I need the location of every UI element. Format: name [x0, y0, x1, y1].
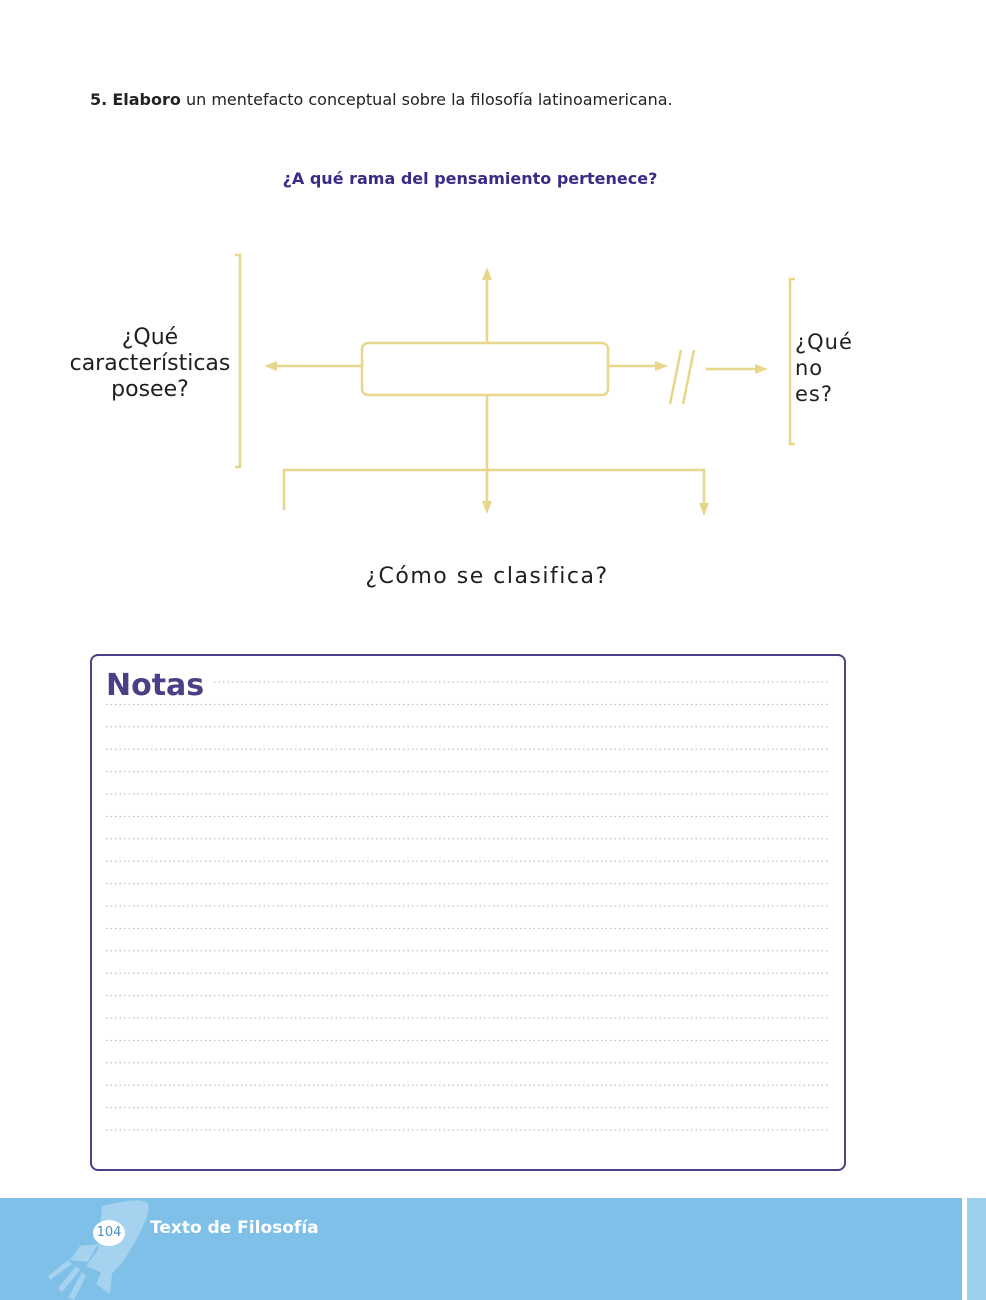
right-question-line-1: ¿Qué: [795, 330, 853, 354]
top-question: ¿A qué rama del pensamiento pertenece?: [282, 169, 658, 188]
left-question-line-1: ¿Qué: [121, 325, 179, 350]
central-concept-box: [362, 343, 608, 395]
mentefacto-diagram: [0, 0, 986, 620]
footer-edge-strip: [967, 1198, 986, 1300]
right-question-line-3: es?: [795, 382, 834, 406]
down-arrow-head: [482, 501, 492, 514]
diagram-lines: [0, 0, 986, 620]
rocket-icon: [40, 1198, 170, 1300]
exclusion-arrow-head: [755, 364, 768, 374]
exclusion-slash-2: [683, 350, 694, 404]
right-question-line-2: no: [795, 356, 824, 380]
left-arrow-head: [264, 361, 277, 371]
classification-arrow-head: [699, 503, 709, 516]
right-arrow-head: [655, 361, 668, 371]
left-question-line-3: posee?: [111, 377, 189, 402]
notes-title: Notas: [106, 668, 205, 703]
classification-line: [284, 470, 704, 510]
footer-title: Texto de Filosofía: [150, 1218, 319, 1238]
page-number: 104: [93, 1220, 125, 1246]
instruction-verb: Elaboro: [112, 90, 181, 109]
notes-box: [90, 654, 846, 1171]
up-arrow-head: [482, 267, 492, 280]
left-question: [56, 325, 244, 403]
notes-ruled-lines: [106, 656, 830, 1173]
instruction-number: 5.: [90, 90, 108, 109]
instruction-body: un mentefacto conceptual sobre la filosofía latinoamericana.: [180, 90, 673, 109]
page-footer: [0, 1198, 986, 1300]
right-question: [795, 329, 875, 407]
bottom-question: ¿Cómo se clasifica?: [365, 564, 609, 589]
left-question-line-2: características: [69, 351, 231, 376]
exclusion-slash-1: [670, 350, 681, 404]
